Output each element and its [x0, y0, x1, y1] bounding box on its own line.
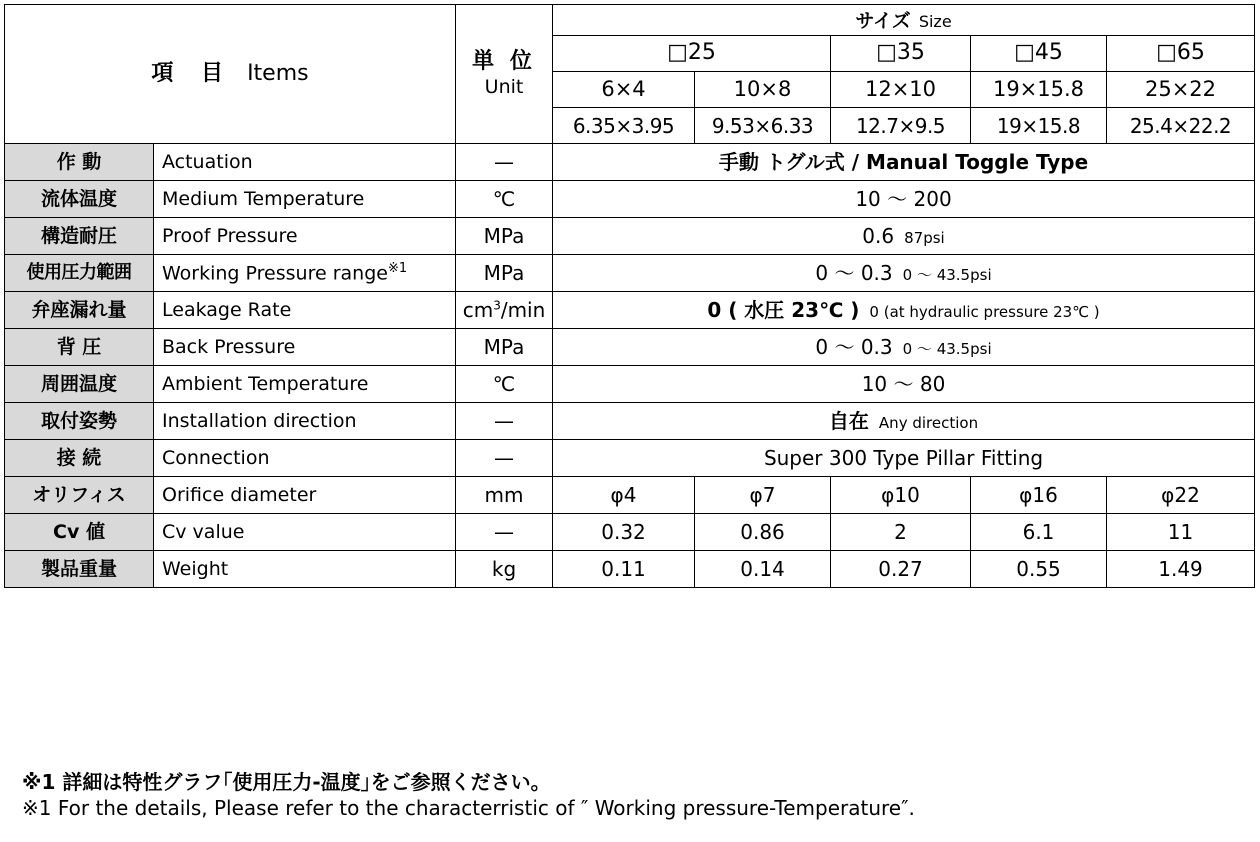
size-cell: □25 [553, 36, 831, 72]
row-unit: MPa [456, 329, 553, 366]
items-header-en: Items [247, 60, 309, 86]
tube-inch-cell: 6.35×3.95 [553, 108, 695, 144]
tube-mm-cell: 12×10 [831, 72, 971, 108]
row-unit: ℃ [456, 181, 553, 218]
row-unit-suffix: /min [500, 298, 546, 322]
items-header-ja: 項 目 [151, 60, 234, 86]
row-value [553, 292, 1255, 329]
row-unit [456, 292, 553, 329]
unit-header [456, 5, 553, 144]
size-header-en: Size [918, 11, 952, 31]
row-value-main: 手動 トグル式 / Manual Toggle Type [718, 150, 1089, 174]
row-value-sub: 0 (at hydraulic pressure 23℃ ) [869, 303, 1100, 321]
value-cell: 1.49 [1107, 551, 1255, 588]
row-value [553, 181, 1255, 218]
items-header [5, 5, 456, 144]
row-unit: ℃ [456, 366, 553, 403]
row-label-ja: 周囲温度 [5, 366, 154, 403]
row-unit: MPa [456, 218, 553, 255]
tube-inch-cell: 25.4×22.2 [1107, 108, 1255, 144]
row-value-main: 0 ～ 0.3 [815, 261, 893, 285]
value-cell: 0.11 [553, 551, 695, 588]
row-label-ja: オリフィス [5, 477, 154, 514]
row-label-ja: 構造耐圧 [5, 218, 154, 255]
spec-row-medium-temperature [5, 181, 1255, 218]
value-cell: 2 [831, 514, 971, 551]
row-label-en: Connection [154, 440, 456, 477]
value-cell: 0.14 [695, 551, 831, 588]
spec-row-orifice [5, 477, 1255, 514]
spec-table [4, 4, 1255, 588]
row-label-en-text: Working Pressure range [162, 262, 388, 285]
spec-row-cv-value [5, 514, 1255, 551]
unit-header-ja: 単 位 [472, 49, 536, 75]
row-value-sub: 87psi [904, 229, 945, 247]
row-label-ja: 製品重量 [5, 551, 154, 588]
row-value [553, 403, 1255, 440]
row-label-en: Back Pressure [154, 329, 456, 366]
row-label-ja: Cv 値 [5, 514, 154, 551]
size-cell: □35 [831, 36, 971, 72]
value-cell: φ22 [1107, 477, 1255, 514]
row-value-sub: 0 ～ 43.5psi [902, 340, 992, 358]
row-unit-base: cm [462, 298, 494, 322]
row-value [553, 144, 1255, 181]
row-value [553, 440, 1255, 477]
tube-inch-cell: 9.53×6.33 [695, 108, 831, 144]
spec-row-weight [5, 551, 1255, 588]
spec-row-leakage-rate [5, 292, 1255, 329]
value-cell: φ4 [553, 477, 695, 514]
row-unit: — [456, 440, 553, 477]
row-unit: — [456, 514, 553, 551]
value-cell: 0.86 [695, 514, 831, 551]
spec-row-ambient-temperature [5, 366, 1255, 403]
row-value [553, 218, 1255, 255]
row-value-main: Super 300 Type Pillar Fitting [763, 446, 1044, 470]
row-label-en: Cv value [154, 514, 456, 551]
header-row-size [5, 5, 1255, 36]
row-value-main: 自在 [828, 409, 869, 433]
row-label-en: Actuation [154, 144, 456, 181]
size-header-ja: サイズ [855, 9, 911, 32]
row-label-en: Installation direction [154, 403, 456, 440]
value-cell: φ10 [831, 477, 971, 514]
row-unit: — [456, 403, 553, 440]
spec-table-body [5, 5, 1255, 588]
tube-mm-cell: 25×22 [1107, 72, 1255, 108]
value-cell: 0.27 [831, 551, 971, 588]
row-unit: — [456, 144, 553, 181]
tube-inch-cell: 12.7×9.5 [831, 108, 971, 144]
row-label-ja: 背 圧 [5, 329, 154, 366]
footnote-en: ※1 For the details, Please refer to the characterristic of ″ Working pressure-Temperature″. [22, 796, 915, 820]
row-label-ja: 接 続 [5, 440, 154, 477]
tube-inch-cell: 19×15.8 [971, 108, 1107, 144]
row-label-en: Leakage Rate [154, 292, 456, 329]
row-unit: mm [456, 477, 553, 514]
row-label-ja: 流体温度 [5, 181, 154, 218]
row-label-ja: 使用圧力範囲 [5, 255, 154, 292]
row-label-en: Proof Pressure [154, 218, 456, 255]
value-cell: 0.32 [553, 514, 695, 551]
row-value [553, 366, 1255, 403]
row-label-en: Weight [154, 551, 456, 588]
row-value-main: 10 ～ 200 [855, 187, 952, 211]
row-label-ja: 作 動 [5, 144, 154, 181]
row-label-en [154, 255, 456, 292]
row-value [553, 329, 1255, 366]
value-cell: φ16 [971, 477, 1107, 514]
row-value-main: 10 ～ 80 [861, 372, 946, 396]
row-value [553, 255, 1255, 292]
tube-mm-cell: 10×8 [695, 72, 831, 108]
row-label-ja: 取付姿勢 [5, 403, 154, 440]
spec-row-proof-pressure [5, 218, 1255, 255]
unit-header-en: Unit [484, 75, 524, 98]
row-value-main: 0 ( 水圧 23℃ ) [707, 298, 860, 322]
tube-mm-cell: 19×15.8 [971, 72, 1107, 108]
spec-row-actuation [5, 144, 1255, 181]
size-cell: □45 [971, 36, 1107, 72]
row-label-ja: 弁座漏れ量 [5, 292, 154, 329]
row-unit: kg [456, 551, 553, 588]
spec-row-working-pressure [5, 255, 1255, 292]
spec-row-installation-direction [5, 403, 1255, 440]
size-header [553, 5, 1255, 36]
row-label-en: Orifice diameter [154, 477, 456, 514]
value-cell: φ7 [695, 477, 831, 514]
row-value-sub: Any direction [878, 414, 979, 432]
value-cell: 11 [1107, 514, 1255, 551]
footnote-marker: ※1 [387, 260, 408, 276]
row-value-sub: 0 ～ 43.5psi [902, 266, 992, 284]
row-label-en: Ambient Temperature [154, 366, 456, 403]
row-unit: MPa [456, 255, 553, 292]
footnote-ja: ※1 詳細は特性グラフ｢使用圧力-温度｣をご参照ください。 [22, 770, 551, 794]
value-cell: 6.1 [971, 514, 1107, 551]
row-unit-sup: 3 [493, 298, 501, 313]
spec-row-back-pressure [5, 329, 1255, 366]
spec-row-connection [5, 440, 1255, 477]
row-value-main: 0 ～ 0.3 [815, 335, 893, 359]
row-label-en: Medium Temperature [154, 181, 456, 218]
row-value-main: 0.6 [862, 224, 895, 248]
size-cell: □65 [1107, 36, 1255, 72]
value-cell: 0.55 [971, 551, 1107, 588]
tube-mm-cell: 6×4 [553, 72, 695, 108]
